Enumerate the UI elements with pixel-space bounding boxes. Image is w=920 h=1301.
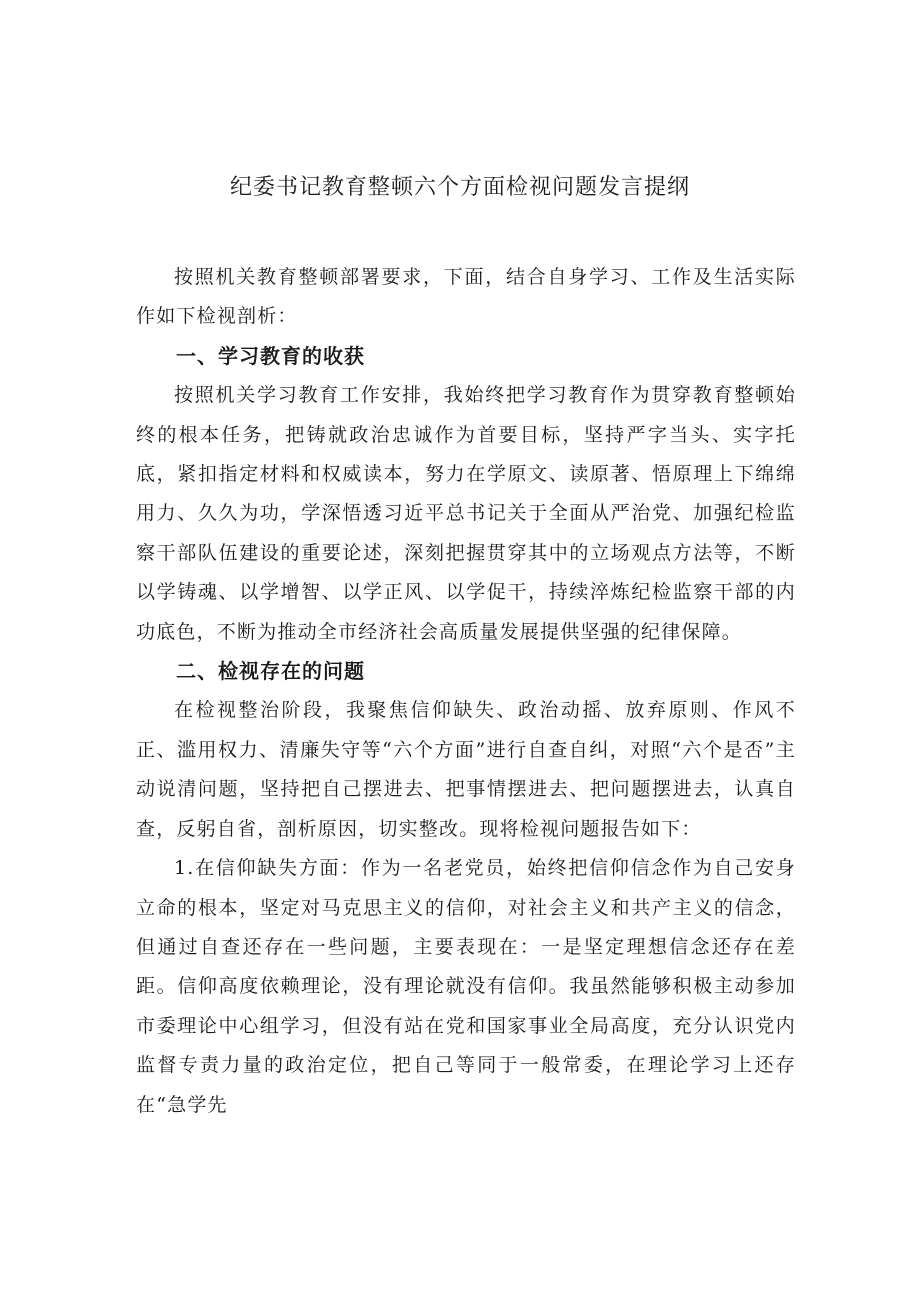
problem-item-1: 1.在信仰缺失方面：作为一名老党员，始终把信仰信念作为自己安身立命的根本，坚定对马克思主义的信仰，对社会主义和共产主义的信念，但通过自查还存在一些问题，主要表现在：一是坚定理想信念还存在差距。信仰高度依赖理论，没有理论就没有信仰。我虽然能够积极主动参加市委理论中心组学习，但没有站在党和国家事业全局高度，充分认识党内监督专责力量的政治定位，把自己等同于一般常委，在理论学习上还存在“急学先: [136, 857, 796, 1116]
problems-paragraph: 在检视整治阶段，我聚焦信仰缺失、政治动摇、放弃原则、作风不正、滥用权力、清廉失守等“六个方面”进行自查自纠，对照“六个是否”主动说清问题，坚持把自己摆进去、把事情摆进去、把问题摆进去，认真自查，反躬自省，剖析原因，切实整改。现将检视问题报告如下：: [136, 699, 796, 840]
section-heading-problems: 二、检视存在的问题: [176, 659, 365, 684]
document-title: 纪委书记教育整顿六个方面检视问题发言提纲: [229, 175, 690, 200]
section-heading-learning: 一、学习教育的收获: [176, 343, 365, 368]
document-body: [136, 258, 796, 1125]
learning-paragraph: 按照机关学习教育工作安排，我始终把学习教育作为贯穿教育整顿始终的根本任务，把铸就政治忠诚作为首要目标，坚持严字当头、实字托底，紧扣指定材料和权威读本，努力在学原文、读原著、悟原理上下绵绵用力、久久为功，学深悟透习近平总书记关于全面从严治党、加强纪检监察干部队伍建设的重要论述，深刻把握贯穿其中的立场观点方法等，不断以学铸魂、以学增智、以学正风、以学促干，持续淬炼纪检监察干部的内功底色，不断为推动全市经济社会高质量发展提供坚强的纪律保障。: [136, 384, 796, 643]
intro-paragraph: 按照机关教育整顿部署要求，下面，结合自身学习、工作及生活实际作如下检视剖析：: [136, 266, 796, 328]
